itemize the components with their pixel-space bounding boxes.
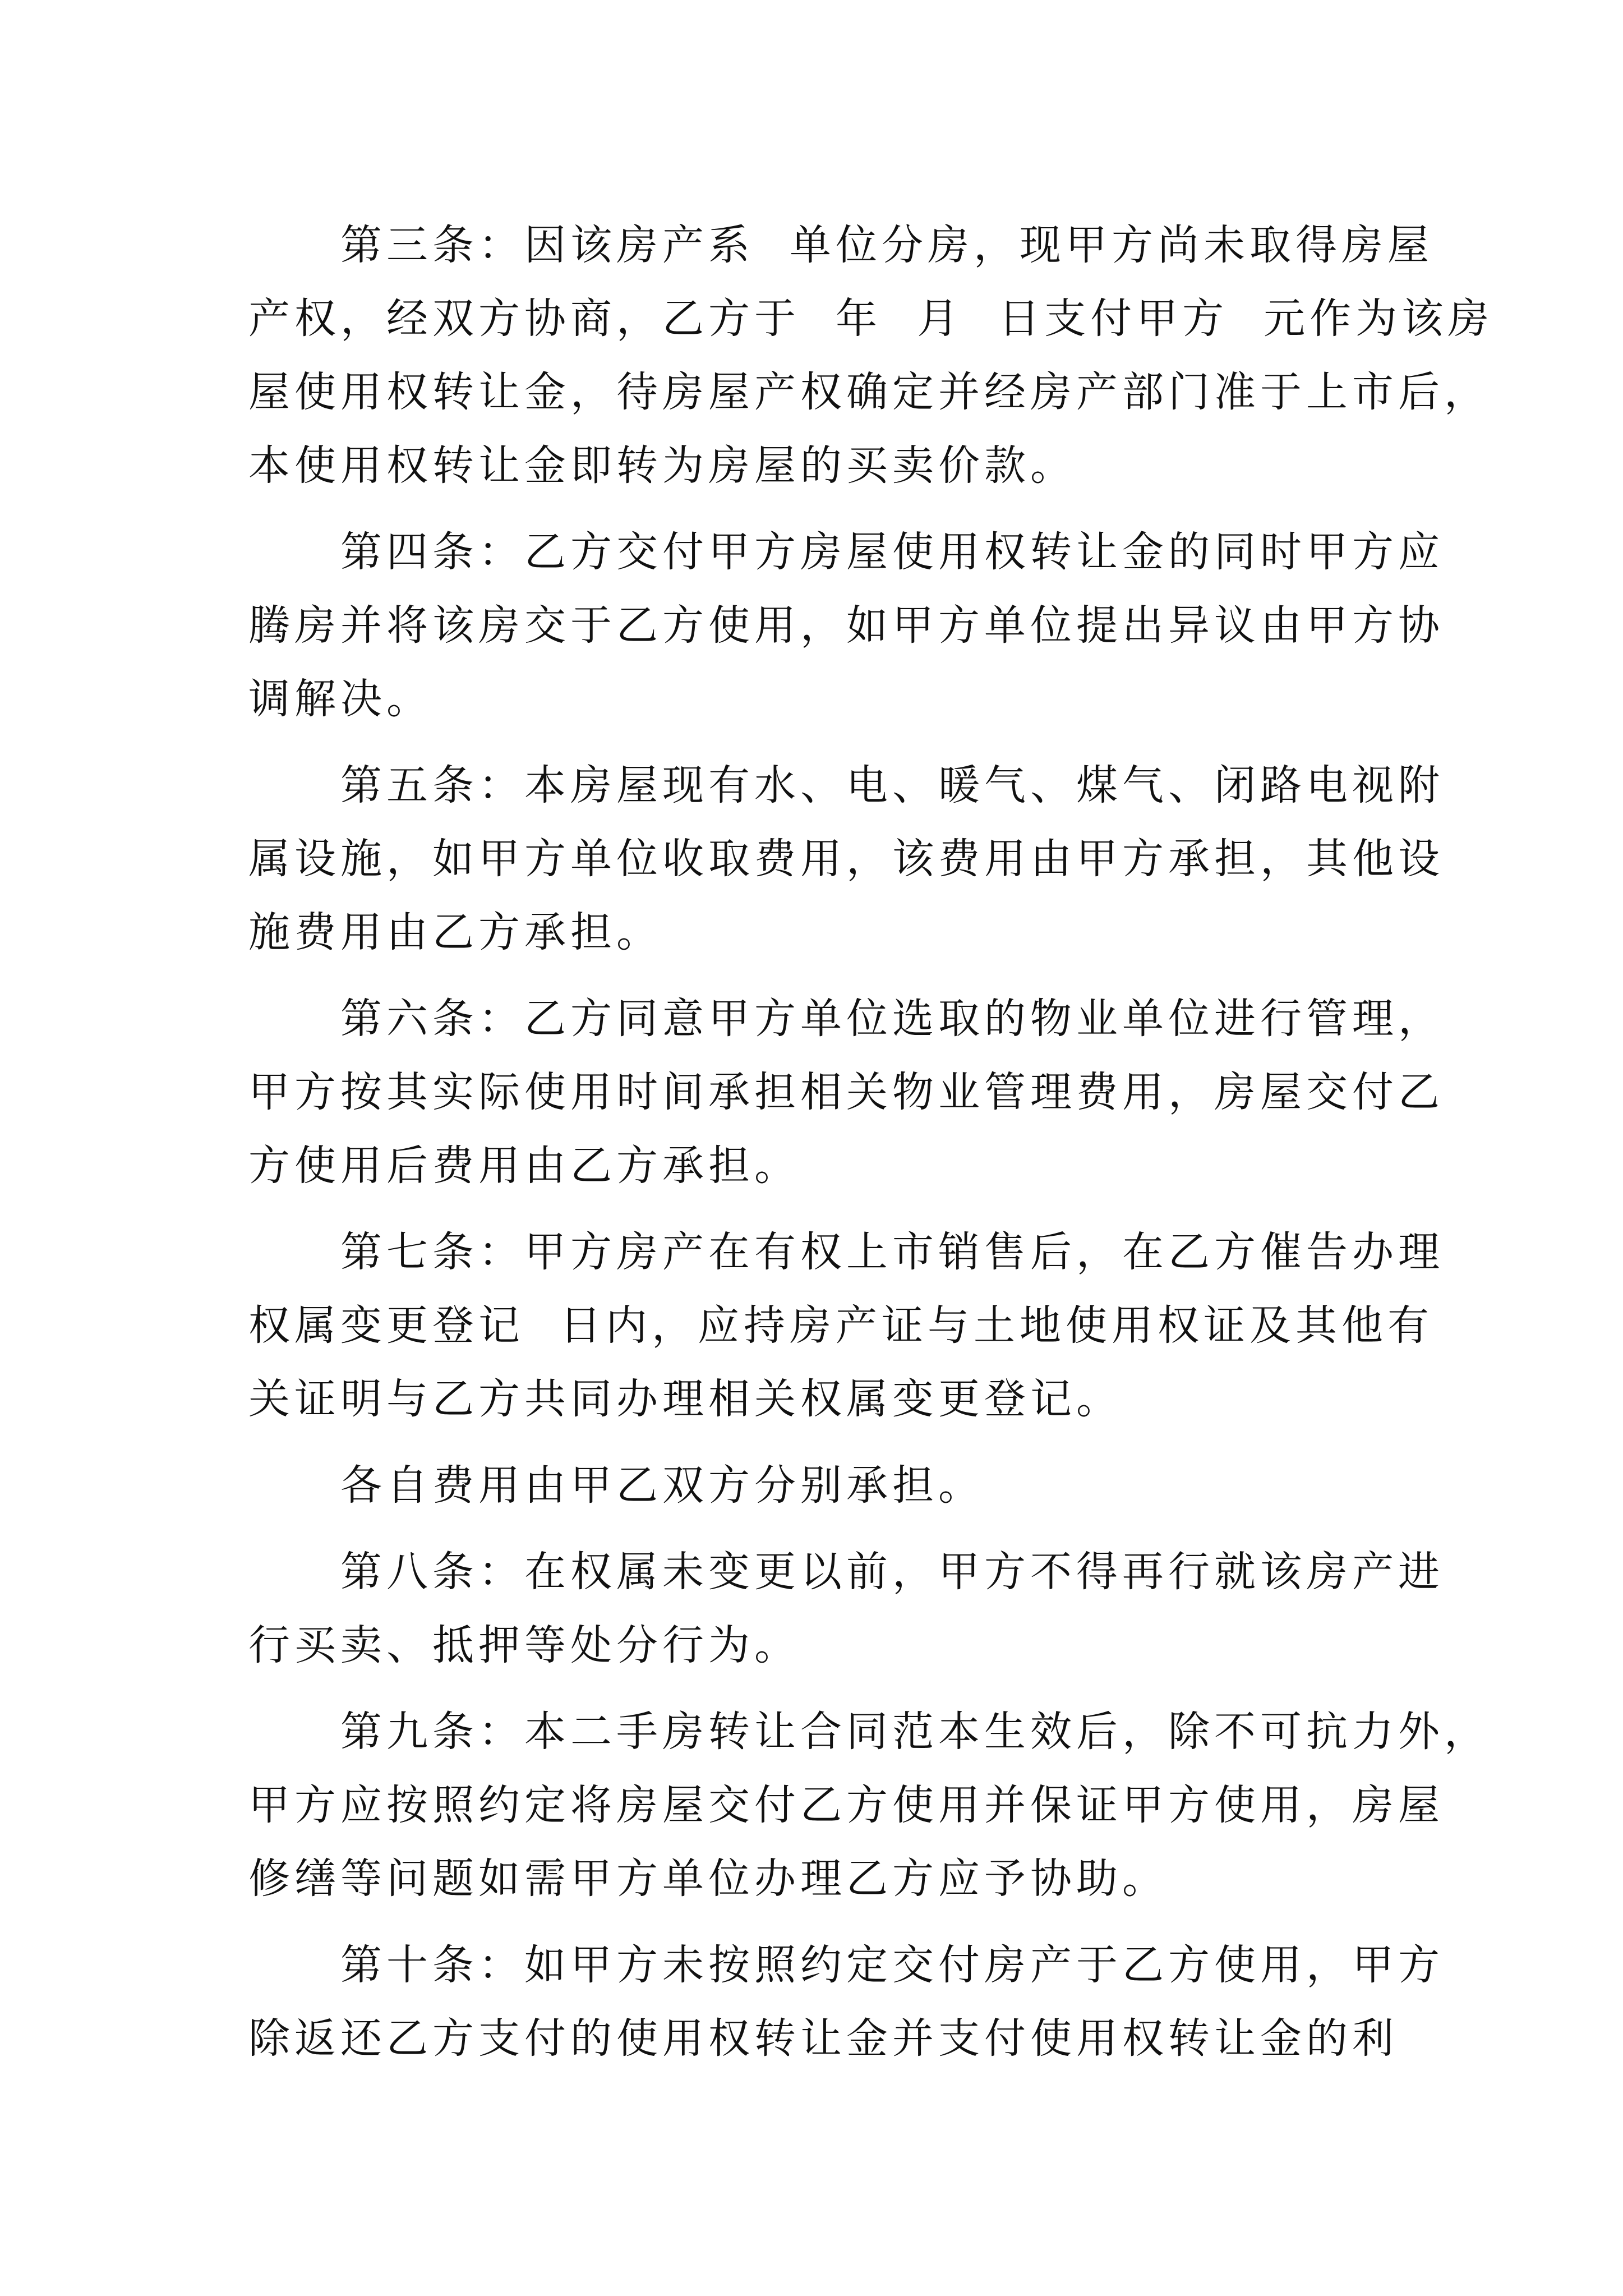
article-4 <box>248 516 1444 736</box>
paragraph-line: 各自费用由甲乙双方分别承担。 <box>340 1461 984 1510</box>
paragraph-line: 修缮等问题如需甲方单位办理乙方应予协助。 <box>248 1855 1168 1903</box>
paragraph-line: 第七条：甲方房产在有权上市销售后，在乙方催告办理 <box>340 1228 1444 1276</box>
paragraph-line: 第四条：乙方交付甲方房屋使用权转让金的同时甲方应 <box>340 528 1444 576</box>
paragraph-line: 第六条：乙方同意甲方单位选取的物业单位进行管理， <box>340 995 1444 1043</box>
document-body <box>248 209 1494 2076</box>
paragraph-line: 第五条：本房屋现有水、电、暖气、煤气、闭路电视附 <box>340 761 1444 809</box>
article-9 <box>248 1695 1490 1916</box>
article-8 <box>248 1535 1444 1682</box>
paragraph-line: 屋使用权转让金，待房屋产权确定并经房产部门准于上市后， <box>248 368 1490 416</box>
paragraph-line: 行买卖、抵押等处分行为。 <box>248 1621 800 1669</box>
paragraph-line: 第九条：本二手房转让合同范本生效后，除不可抗力外， <box>340 1708 1490 1756</box>
article-7 <box>248 1216 1444 1436</box>
paragraph-line: 腾房并将该房交于乙方使用，如甲方单位提出异议由甲方协 <box>248 601 1444 650</box>
paragraph-line: 第八条：在权属未变更以前，甲方不得再行就该房产进 <box>340 1548 1444 1596</box>
article-10 <box>248 1929 1444 2076</box>
paragraph-line: 本使用权转让金即转为房屋的买卖价款。 <box>248 441 1076 490</box>
paragraph-line: 第十条：如甲方未按照约定交付房产于乙方使用，甲方 <box>340 1941 1444 1989</box>
paragraph-line: 除返还乙方支付的使用权转让金并支付使用权转让金的利 <box>248 2014 1398 2063</box>
article-5 <box>248 749 1444 969</box>
paragraph-line: 产权，经双方协商，乙方于 年 月 日支付甲方 元作为该房 <box>248 295 1494 343</box>
paragraph-line: 第三条：因该房产系 单位分房，现甲方尚未取得房屋 <box>340 221 1434 269</box>
paragraph-line: 方使用后费用由乙方承担。 <box>248 1142 800 1190</box>
paragraph-line: 施费用由乙方承担。 <box>248 908 662 956</box>
paragraph-line: 调解决。 <box>248 675 432 723</box>
paragraph-line: 关证明与乙方共同办理相关权属变更登记。 <box>248 1375 1122 1423</box>
article-6 <box>248 982 1444 1203</box>
paragraph-line: 甲方应按照约定将房屋交付乙方使用并保证甲方使用，房屋 <box>248 1781 1444 1829</box>
article-7-costs-paragraph <box>248 1449 1415 1522</box>
article-3 <box>248 209 1494 503</box>
paragraph-line: 权属变更登记 日内，应持房产证与土地使用权证及其他有 <box>248 1301 1434 1350</box>
paragraph-line: 属设施，如甲方单位收取费用，该费用由甲方承担，其他设 <box>248 835 1444 883</box>
paragraph-line: 甲方按其实际使用时间承担相关物业管理费用，房屋交付乙 <box>248 1068 1444 1116</box>
